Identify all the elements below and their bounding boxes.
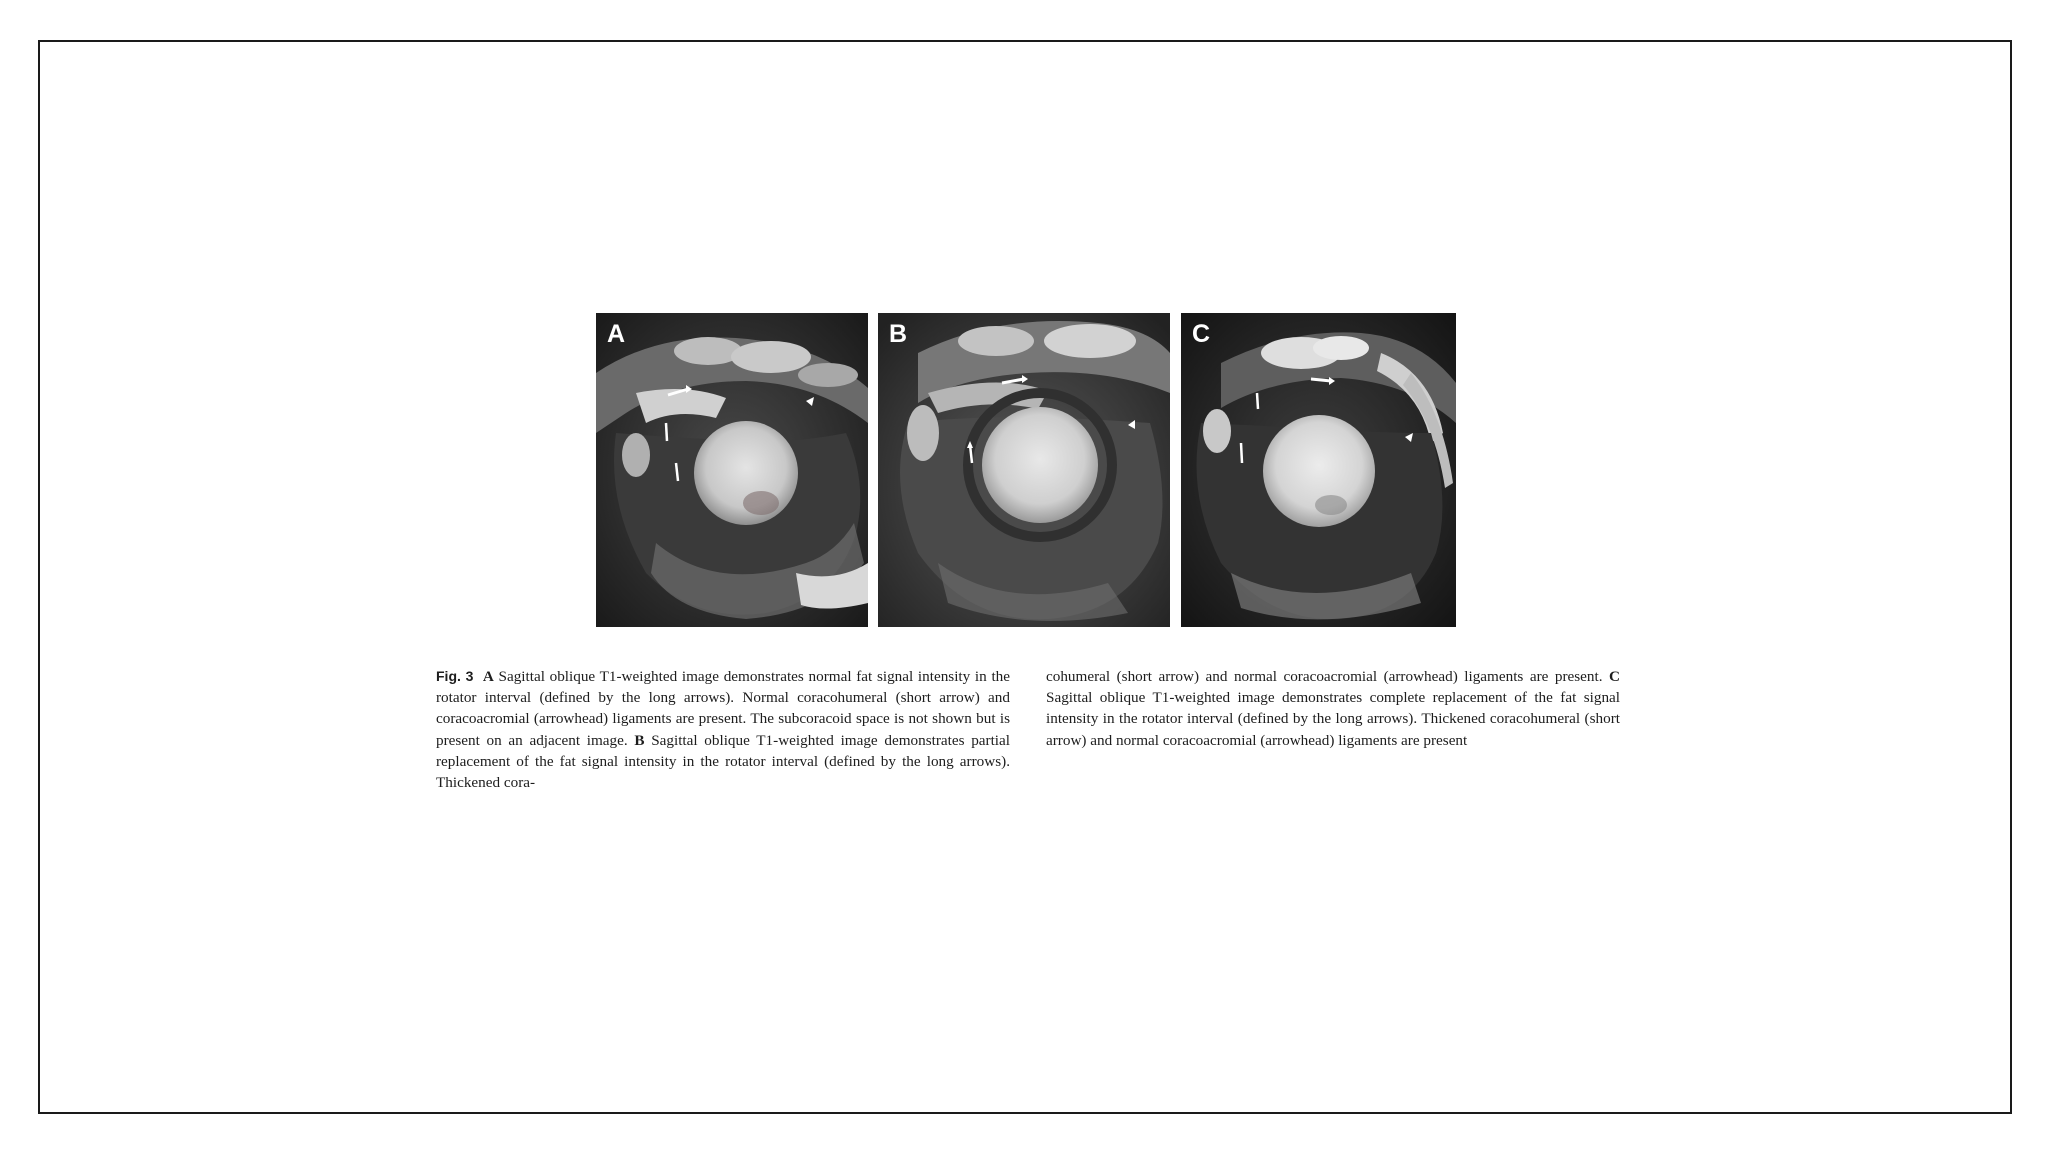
mri-image-b: [878, 313, 1170, 627]
caption-text-b-right: cohumeral (short arrow) and normal coracoacromial (arrowhead) ligaments are present.: [1046, 668, 1610, 685]
caption-letter-a: A: [482, 668, 494, 685]
panel-label-a: A: [607, 320, 626, 348]
mri-image-c: [1181, 313, 1456, 627]
panel-label-b: B: [889, 320, 908, 348]
mri-image-a: [596, 313, 868, 627]
caption-letter-b: B: [634, 731, 645, 749]
caption-text-c: Sagittal oblique T1-weighted image demonstrates complete replacement of the fat signal intensity in the rotator interval (defined by the long arrows). Thickened coracohumeral (short arrow) and normal coracoacromial (arrowhead) ligaments are present: [1046, 689, 1620, 749]
caption-text-a: Sagittal oblique T1-weighted image demonstrates normal fat signal intensity in the rotator interval (defined by the long arrows). Normal coracohumeral (short arrow) and coracoacromial (arrowhead) ligaments are present. The subcoracoid space is not shown but is present on an adjacent image.: [436, 668, 1010, 749]
panel-label-c: C: [1192, 320, 1211, 348]
mri-panel-b: [878, 313, 1170, 627]
figure-caption-right: [1046, 666, 1620, 751]
caption-text-b-left: Sagittal oblique T1-weighted image demonstrates partial replacement of the fat signal intensity in the rotator interval (defined by the long arrows). Thickened cora-: [436, 731, 1010, 792]
mri-panel-a: [596, 313, 868, 627]
figure-label: Fig. 3: [436, 668, 474, 684]
figure-caption-left: [436, 666, 1010, 793]
mri-panel-c: [1181, 313, 1456, 627]
caption-letter-c: C: [1609, 668, 1620, 685]
